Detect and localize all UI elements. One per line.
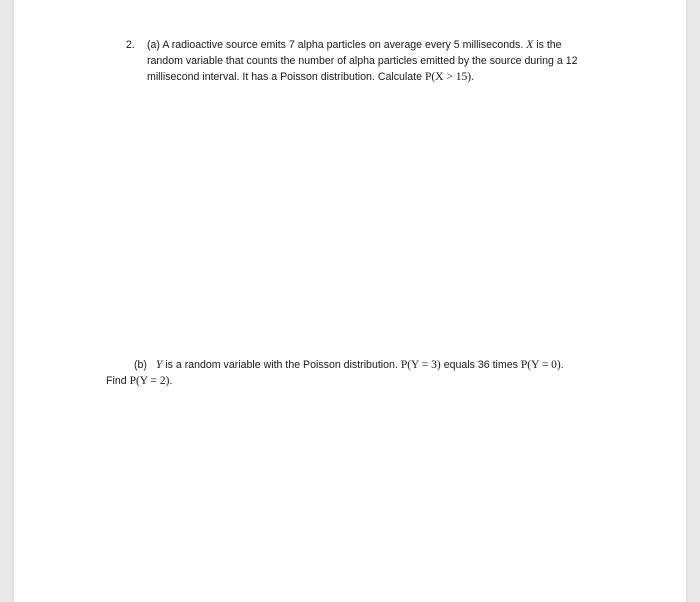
part-a-text [147,37,577,85]
part-b-label: (b) [134,359,147,371]
part-a-line-3 [147,69,577,85]
part-a-label: (a) [147,39,160,51]
probability-y-equals-0: P(Y = 0). [520,359,564,371]
variable-y: Y [155,359,163,371]
probability-y-equals-3: P(Y = 3) [400,359,441,371]
probability-y-equals-2: P(Y = 2). [129,375,173,387]
variable-x: X [526,39,534,51]
part-a-line-1 [147,37,577,53]
worksheet-page [14,0,686,602]
part-b-text-1: is a random variable with the Poisson distribution. [165,359,398,371]
probability-expression-a: P(X > 15). [424,71,474,83]
question-number: 2. [126,39,135,51]
part-b-line-1 [134,357,564,373]
part-a-line-1-text: A radioactive source emits 7 alpha particles on average every 5 milliseconds. [162,39,524,51]
part-b-line-2 [106,373,172,389]
part-a-line-3-text: millisecond interval. It has a Poisson distribution. Calculate [147,71,422,83]
part-b-text-2: equals 36 times [443,359,518,371]
part-a-line-2: random variable that counts the number of alpha particles emitted by the source during a 12 [147,55,578,67]
part-a-line-1-end: is the [536,39,562,51]
part-b-find-text: Find [106,375,127,387]
